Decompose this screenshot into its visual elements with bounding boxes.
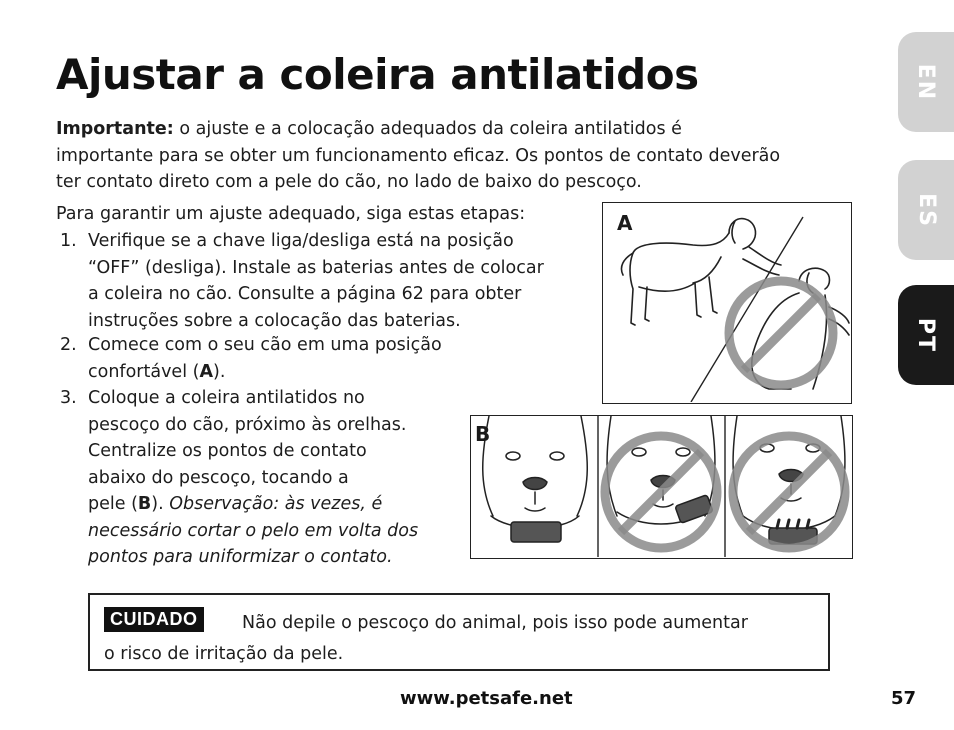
prohibition-icon [605, 436, 717, 548]
caution-text: o risco de irritação da pele. [104, 644, 344, 664]
step-3-line: abaixo do pescoço, tocando a [88, 467, 349, 488]
figure-ref-b: B [137, 494, 152, 514]
language-tab-pt[interactable] [898, 285, 954, 385]
language-tab-en[interactable] [898, 32, 954, 132]
caution-badge: CUIDADO [104, 607, 204, 632]
prohibition-icon [729, 281, 833, 385]
page-number: 57 [891, 688, 917, 709]
figure-a [602, 202, 852, 404]
note-text: necessário cortar o pelo em volta dos [88, 520, 419, 541]
figure-a-label: A [617, 211, 633, 235]
intro-line-1: o ajuste e a colocação adequados da coleira antilatidos é [179, 119, 682, 139]
step-3-line [88, 491, 418, 518]
steps-lead: Para garantir um ajuste adequado, siga estas etapas: [56, 204, 526, 224]
figure-ref-a: A [199, 361, 213, 382]
step-3-line: Coloque a coleira antilatidos no [88, 388, 365, 408]
figure-b [470, 415, 853, 559]
figure-a-illustration [603, 203, 850, 402]
footer-url: www.petsafe.net [400, 688, 573, 709]
tab-label: PT [913, 317, 939, 353]
tab-label: EN [913, 63, 939, 101]
intro-line-2: importante para se obter um funcionamento eficaz. Os pontos de contato deverão [56, 145, 781, 166]
intro-line-3: ter contato direto com a pele do cão, no lado de baixo do pescoço. [56, 172, 642, 192]
step-3-line: pescoço do cão, próximo às orelhas. [88, 414, 407, 435]
step-1-line: a coleira no cão. Consulte a página 62 para obter [88, 284, 522, 304]
step-number: 3. [60, 388, 77, 408]
step-2-text: confortável ( [88, 361, 200, 382]
step-2-line: Comece com o seu cão em uma posição [88, 335, 442, 355]
step-number: 1. [60, 231, 77, 251]
tab-label: ES [913, 192, 939, 228]
figure-b-illustration [471, 416, 851, 557]
step-1-line: Verifique se a chave liga/desliga está na posição [88, 231, 514, 251]
standing-dog [621, 219, 781, 325]
intro-paragraph [56, 116, 856, 196]
dog-face-panel-1 [483, 416, 588, 542]
note-text: pontos para uniformizar o contato. [88, 547, 393, 567]
caution-text: Não depile o pescoço do animal, pois isso pode aumentar [242, 613, 748, 633]
step-2-line [88, 359, 442, 386]
step-3-text: pele ( [88, 494, 138, 514]
step-1-line: instruções sobre a colocação das baterias. [88, 310, 461, 331]
step-number: 2. [60, 335, 77, 355]
figure-b-label: B [475, 422, 491, 446]
caution-box [88, 593, 830, 671]
step-3-line: Centralize os pontos de contato [88, 441, 367, 461]
language-tab-es[interactable] [898, 160, 954, 260]
step-1-line: “OFF” (desliga). Instale as baterias antes de colocar [88, 257, 544, 278]
important-label: Importante: [56, 119, 174, 139]
step-3-text: ). [151, 494, 164, 514]
step-2-text: ). [213, 361, 226, 382]
note-text: Observação: às vezes, é [169, 494, 383, 514]
page-title: Ajustar a coleira antilatidos [56, 50, 699, 99]
